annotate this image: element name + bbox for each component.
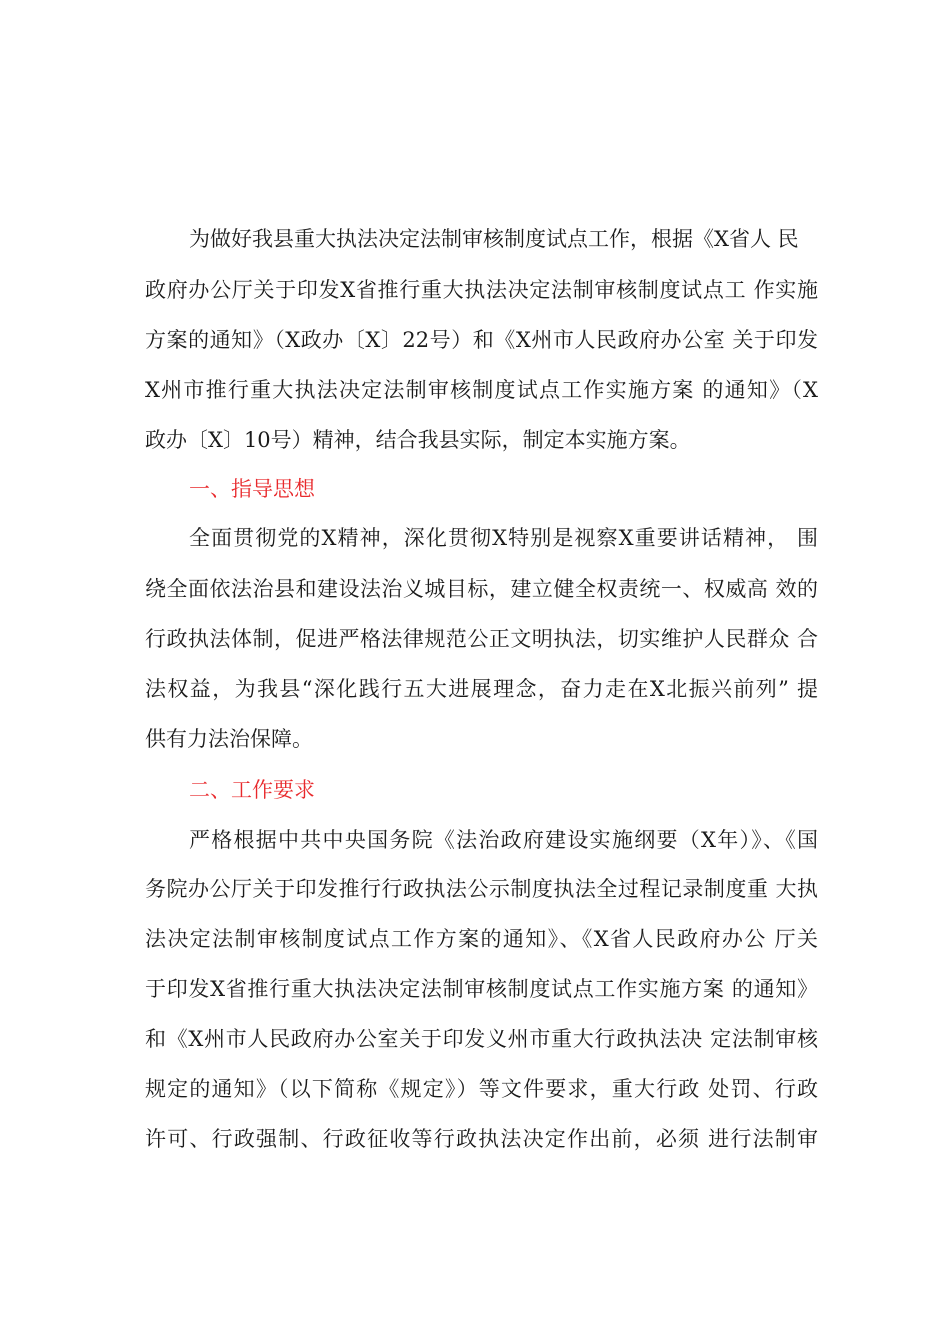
requirements-line-7: 许可、行政强制、行政征收等行政执法决定作出前，必须 进行法制审 bbox=[145, 1127, 818, 1151]
requirements-line-3: 法决定法制审核制度试点工作方案的通知》、《X省人民政府办公 厅关 bbox=[145, 927, 818, 951]
section-heading-1: 一、指导思想 bbox=[189, 477, 315, 501]
guiding-line-4: 法权益，为我县“深化践行五大进展理念，奋力走在X北振兴前列” 提 bbox=[145, 677, 818, 701]
requirements-line-4: 于印发X省推行重大执法决定法制审核制度试点工作实施方案 的通知》 bbox=[145, 977, 818, 1001]
guiding-line-1: 全面贯彻党的X精神，深化贯彻X特别是视察X重要讲话精神， 围 bbox=[189, 526, 818, 550]
intro-line-2: 政府办公厅关于印发X省推行重大执法决定法制审核制度试点工 作实施 bbox=[145, 278, 818, 302]
intro-line-5: 政办〔X〕10号）精神，结合我县实际，制定本实施方案。 bbox=[145, 428, 691, 452]
requirements-line-6: 规定的通知》（以下简称《规定》）等文件要求，重大行政 处罚、行政 bbox=[145, 1077, 818, 1101]
intro-line-1: 为做好我县重大执法决定法制审核制度试点工作，根据《X省人 民 bbox=[189, 227, 799, 251]
intro-line-3: 方案的通知》（X政办〔X〕22号）和《X州市人民政府办公室 关于印发 bbox=[145, 328, 818, 352]
guiding-line-3: 行政执法体制，促进严格法律规范公正文明执法，切实维护人民群众 合 bbox=[145, 627, 818, 651]
requirements-line-5: 和《X州市人民政府办公室关于印发义州市重大行政执法决 定法制审核 bbox=[145, 1027, 818, 1051]
requirements-line-2: 务院办公厅关于印发推行行政执法公示制度执法全过程记录制度重 大执 bbox=[145, 877, 818, 901]
requirements-line-1: 严格根据中共中央国务院《法治政府建设实施纲要（X年）》、《国 bbox=[189, 828, 818, 852]
intro-line-4: X州市推行重大执法决定法制审核制度试点工作实施方案 的通知》（X bbox=[145, 378, 818, 402]
guiding-line-2: 绕全面依法治县和建设法治义城目标，建立健全权责统一、权威高 效的 bbox=[145, 577, 818, 601]
guiding-line-5: 供有力法治保障。 bbox=[145, 727, 313, 751]
section-heading-2: 二、工作要求 bbox=[189, 778, 315, 802]
